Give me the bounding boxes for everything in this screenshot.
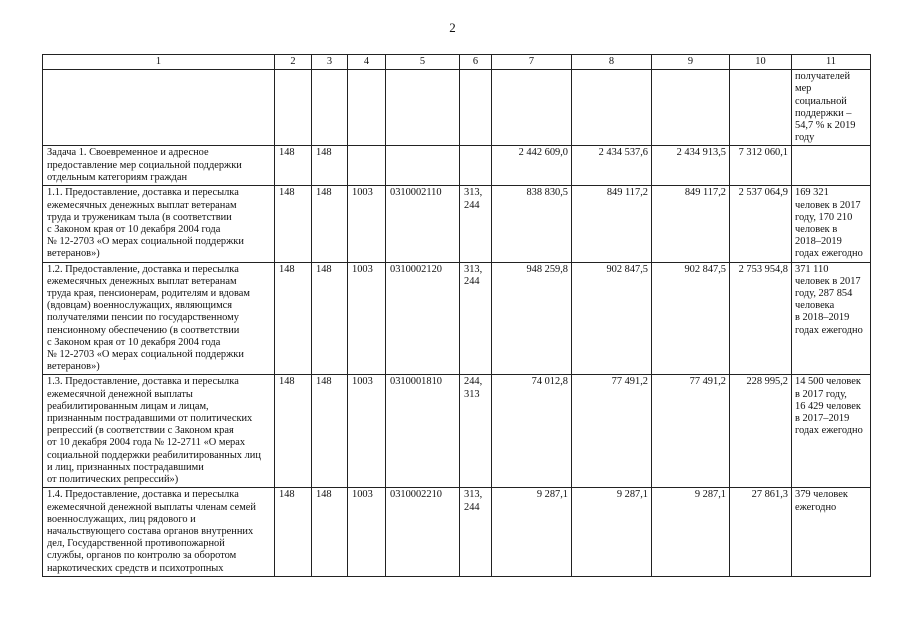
- ministry-code-cell: 148: [312, 262, 348, 375]
- amount-2017-cell: 838 830,5: [492, 186, 572, 262]
- amount-total-cell: 27 861,3: [730, 488, 792, 576]
- amount-2018-cell: [572, 70, 652, 146]
- amount-2018-cell: 77 491,2: [572, 375, 652, 488]
- table-row: [43, 488, 871, 576]
- column-number-row: [43, 55, 871, 70]
- target-code-cell: 0310001810: [386, 375, 460, 488]
- section-code-cell: [348, 70, 386, 146]
- column-header: 5: [386, 55, 460, 70]
- expense-type-cell: [460, 146, 492, 186]
- section-code-cell: 1003: [348, 186, 386, 262]
- ministry-code-cell: 148: [312, 186, 348, 262]
- result-note-cell: 14 500 человек в 2017 году, 16 429 человек в 2017–2019 годах ежегодно: [792, 375, 871, 488]
- column-header: 10: [730, 55, 792, 70]
- column-header: 1: [43, 55, 275, 70]
- amount-total-cell: 2 753 954,8: [730, 262, 792, 375]
- amount-total-cell: 228 995,2: [730, 375, 792, 488]
- amount-2017-cell: 74 012,8: [492, 375, 572, 488]
- ministry-code-cell: 148: [312, 146, 348, 186]
- target-code-cell: [386, 70, 460, 146]
- amount-2019-cell: [652, 70, 730, 146]
- expense-type-cell: 313, 244: [460, 262, 492, 375]
- column-header: 9: [652, 55, 730, 70]
- table-row: [43, 262, 871, 375]
- amount-2019-cell: 9 287,1: [652, 488, 730, 576]
- target-code-cell: 0310002120: [386, 262, 460, 375]
- amount-2017-cell: 2 442 609,0: [492, 146, 572, 186]
- amount-2018-cell: 2 434 537,6: [572, 146, 652, 186]
- admin-code-cell: 148: [275, 186, 312, 262]
- ministry-code-cell: [312, 70, 348, 146]
- amount-total-cell: 7 312 060,1: [730, 146, 792, 186]
- column-header: 8: [572, 55, 652, 70]
- target-code-cell: 0310002210: [386, 488, 460, 576]
- ministry-code-cell: 148: [312, 488, 348, 576]
- ministry-code-cell: 148: [312, 375, 348, 488]
- admin-code-cell: [275, 70, 312, 146]
- amount-2019-cell: 2 434 913,5: [652, 146, 730, 186]
- row-description: Задача 1. Своевременное и адресное предоставление мер социальной поддержки отдельным категориям граждан: [43, 146, 275, 186]
- column-header: 11: [792, 55, 871, 70]
- result-note-cell: получателей мер социальной поддержки – 54,7 % к 2019 году: [792, 70, 871, 146]
- section-code-cell: 1003: [348, 262, 386, 375]
- row-description: 1.3. Предоставление, доставка и пересылка ежемесячной денежной выплаты реабилитированным лицам и лицам, признанным пострадавшими от политических репрессий (в соответствии с Законом края от 10 декабря 2004 года № 12-2711 «О мерах социальной поддержки реабилитированных лиц и лиц, признанных пострадавшими от политических репрессий»): [43, 375, 275, 488]
- amount-2018-cell: 9 287,1: [572, 488, 652, 576]
- table-row: [43, 70, 871, 146]
- row-description: 1.2. Предоставление, доставка и пересылка ежемесячных денежных выплат ветеранам труда края, пенсионерам, родителям и вдовам (вдовцам) военнослужащих, являющимся получателями пенсии по государственному пенсионному обеспечению (в соответствии с Законом края от 10 декабря 2004 года № 12-2703 «О мерах социальной поддержки ветеранов»): [43, 262, 275, 375]
- amount-2019-cell: 849 117,2: [652, 186, 730, 262]
- section-code-cell: 1003: [348, 488, 386, 576]
- budget-table: [42, 54, 871, 577]
- expense-type-cell: 313, 244: [460, 186, 492, 262]
- target-code-cell: [386, 146, 460, 186]
- amount-2018-cell: 902 847,5: [572, 262, 652, 375]
- column-header: 7: [492, 55, 572, 70]
- result-note-cell: 379 человек ежегодно: [792, 488, 871, 576]
- table-row: [43, 146, 871, 186]
- admin-code-cell: 148: [275, 375, 312, 488]
- row-description: [43, 70, 275, 146]
- amount-total-cell: [730, 70, 792, 146]
- amount-2019-cell: 902 847,5: [652, 262, 730, 375]
- amount-2017-cell: 9 287,1: [492, 488, 572, 576]
- row-description: 1.4. Предоставление, доставка и пересылка ежемесячной денежной выплаты членам семей военнослужащих, лиц рядового и начальствующего состава органов внутренних дел, Государственной противопожарной службы, органов по контролю за оборотом наркотических средств и психотропных: [43, 488, 275, 576]
- admin-code-cell: 148: [275, 262, 312, 375]
- column-header: 6: [460, 55, 492, 70]
- expense-type-cell: 313, 244: [460, 488, 492, 576]
- result-note-cell: 371 110 человек в 2017 году, 287 854 человека в 2018–2019 годах ежегодно: [792, 262, 871, 375]
- target-code-cell: 0310002110: [386, 186, 460, 262]
- expense-type-cell: 244, 313: [460, 375, 492, 488]
- result-note-cell: 169 321 человек в 2017 году, 170 210 человек в 2018–2019 годах ежегодно: [792, 186, 871, 262]
- result-note-cell: [792, 146, 871, 186]
- amount-2017-cell: [492, 70, 572, 146]
- admin-code-cell: 148: [275, 488, 312, 576]
- page-number: 2: [449, 20, 456, 35]
- admin-code-cell: 148: [275, 146, 312, 186]
- section-code-cell: 1003: [348, 375, 386, 488]
- amount-total-cell: 2 537 064,9: [730, 186, 792, 262]
- column-header: 2: [275, 55, 312, 70]
- section-code-cell: [348, 146, 386, 186]
- amount-2018-cell: 849 117,2: [572, 186, 652, 262]
- column-header: 4: [348, 55, 386, 70]
- row-description: 1.1. Предоставление, доставка и пересылка ежемесячных денежных выплат ветеранам труда и труженикам тыла (в соответствии с Законом края от 10 декабря 2004 года № 12-2703 «О мерах социальной поддержки ветеранов»): [43, 186, 275, 262]
- table-row: [43, 375, 871, 488]
- column-header: 3: [312, 55, 348, 70]
- expense-type-cell: [460, 70, 492, 146]
- amount-2019-cell: 77 491,2: [652, 375, 730, 488]
- table-row: [43, 186, 871, 262]
- amount-2017-cell: 948 259,8: [492, 262, 572, 375]
